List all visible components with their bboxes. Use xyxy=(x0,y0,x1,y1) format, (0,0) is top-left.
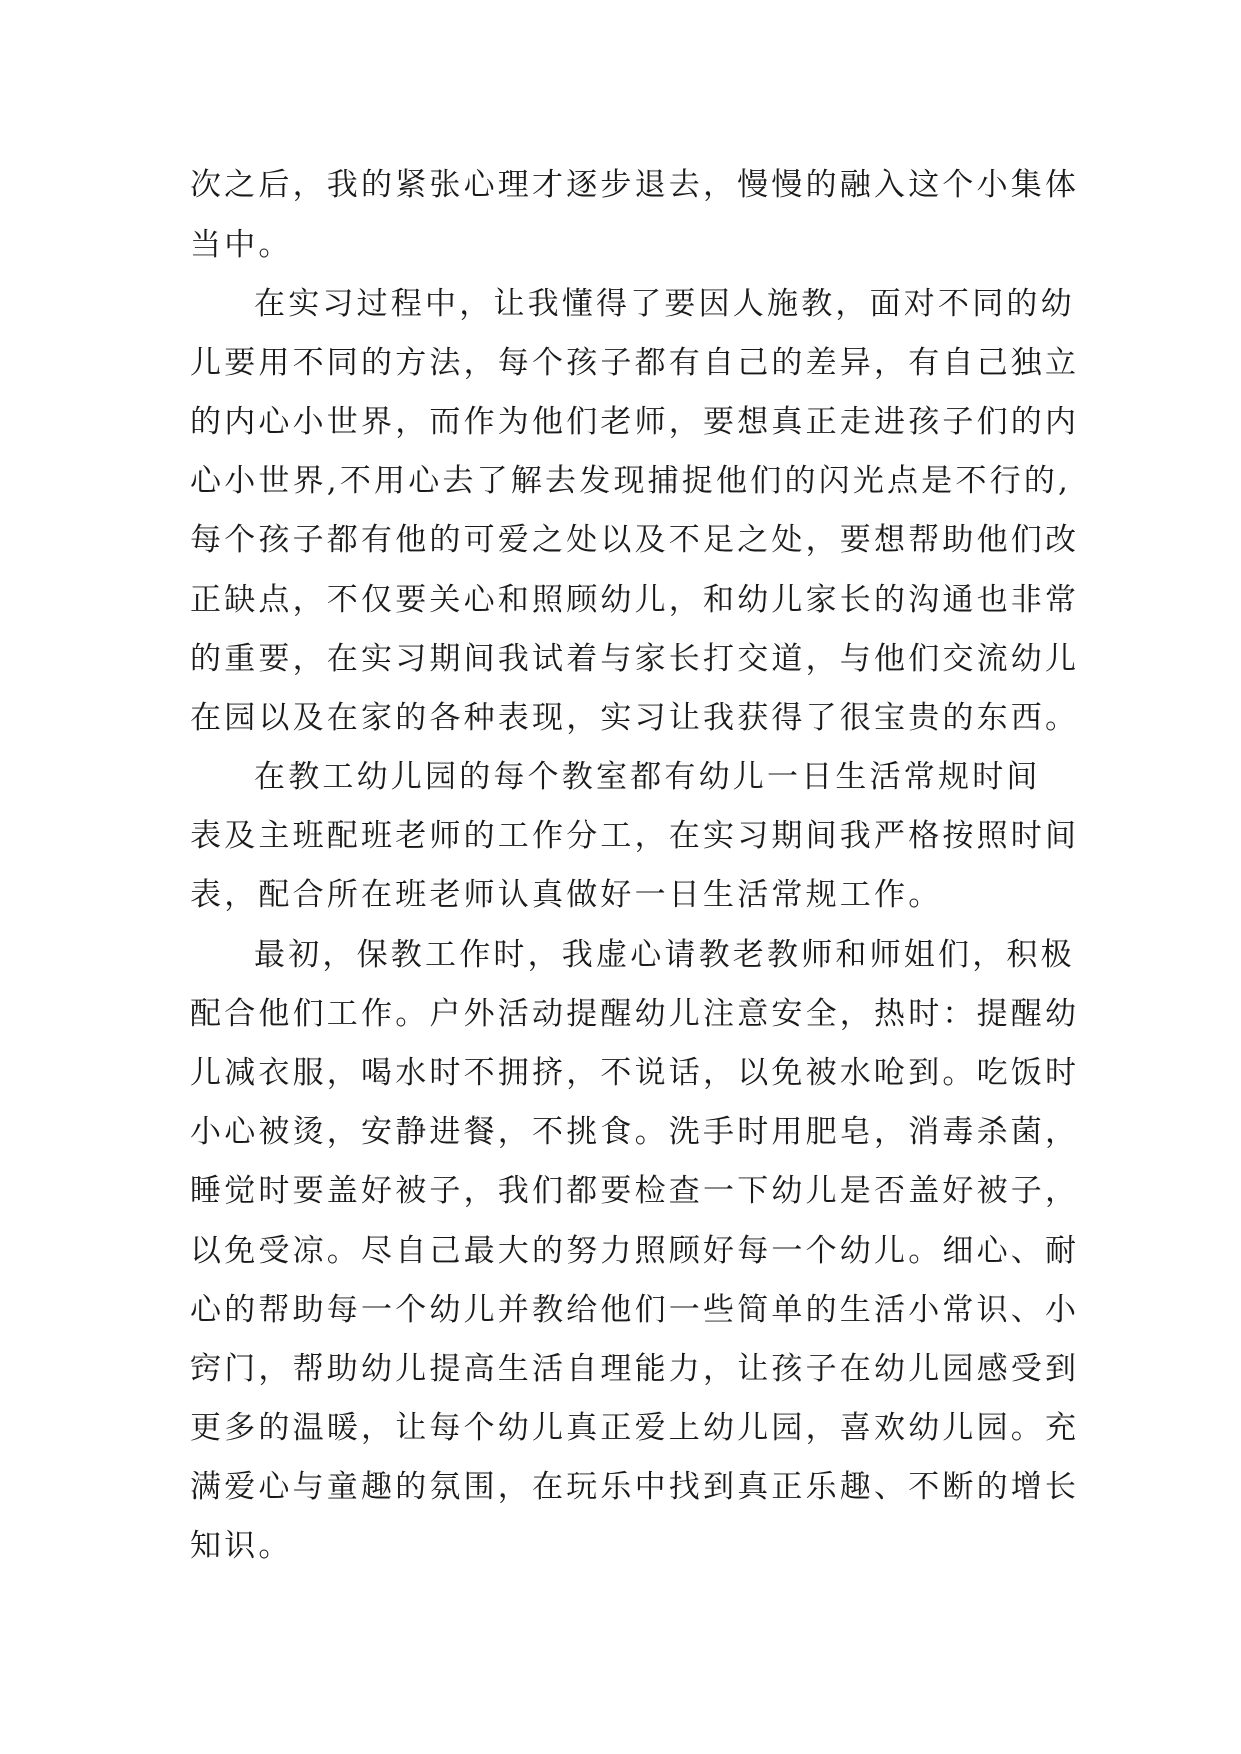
text-line: 儿要用不同的方法，每个孩子都有自己的差异，有自己独立 xyxy=(190,345,1080,381)
text-line: 当中。 xyxy=(190,227,293,263)
text-line: 更多的温暖，让每个幼儿真正爱上幼儿园，喜欢幼儿园。充 xyxy=(190,1410,1080,1446)
text-line: 满爱心与童趣的氛围，在玩乐中找到真正乐趣、不断的增长 xyxy=(190,1469,1080,1505)
text-line: 心小世界,不用心去了解去发现捕捉他们的闪光点是不行的, xyxy=(190,463,1072,499)
text-line: 每个孩子都有他的可爱之处以及不足之处，要想帮助他们改 xyxy=(190,522,1080,558)
text-line: 小心被烫，安静进餐，不挑食。洗手时用肥皂，消毒杀菌， xyxy=(190,1114,1080,1150)
text-line: 窍门，帮助幼儿提高生活自理能力，让孩子在幼儿园感受到 xyxy=(190,1351,1080,1387)
paragraph-start-line: 在实习过程中，让我懂得了要因人施教，面对不同的幼 xyxy=(254,286,1075,322)
text-line: 知识。 xyxy=(190,1528,293,1564)
text-line: 表，配合所在班老师认真做好一日生活常规工作。 xyxy=(190,877,943,913)
text-line: 在园以及在家的各种表现，实习让我获得了很宝贵的东西。 xyxy=(190,700,1080,736)
text-line: 表及主班配班老师的工作分工，在实习期间我严格按照时间 xyxy=(190,818,1080,854)
text-line: 配合他们工作。户外活动提醒幼儿注意安全，热时：提醒幼 xyxy=(190,996,1080,1032)
text-line: 睡觉时要盖好被子，我们都要检查一下幼儿是否盖好被子， xyxy=(190,1173,1080,1209)
paragraph-start-line: 最初，保教工作时，我虚心请教老教师和师姐们，积极 xyxy=(254,937,1075,973)
text-line: 次之后，我的紧张心理才逐步退去，慢慢的融入这个小集体 xyxy=(190,167,1080,203)
text-line: 以免受凉。尽自己最大的努力照顾好每一个幼儿。细心、耐 xyxy=(190,1233,1080,1269)
text-line: 心的帮助每一个幼儿并教给他们一些简单的生活小常识、小 xyxy=(190,1292,1080,1328)
text-line: 儿减衣服，喝水时不拥挤，不说话，以免被水呛到。吃饭时 xyxy=(190,1055,1080,1091)
text-line: 正缺点，不仅要关心和照顾幼儿，和幼儿家长的沟通也非常 xyxy=(190,582,1080,618)
text-line: 的内心小世界，而作为他们老师，要想真正走进孩子们的内 xyxy=(190,404,1080,440)
text-line: 的重要，在实习期间我试着与家长打交道，与他们交流幼儿 xyxy=(190,641,1080,677)
paragraph-start-line: 在教工幼儿园的每个教室都有幼儿一日生活常规时间 xyxy=(254,759,1041,795)
